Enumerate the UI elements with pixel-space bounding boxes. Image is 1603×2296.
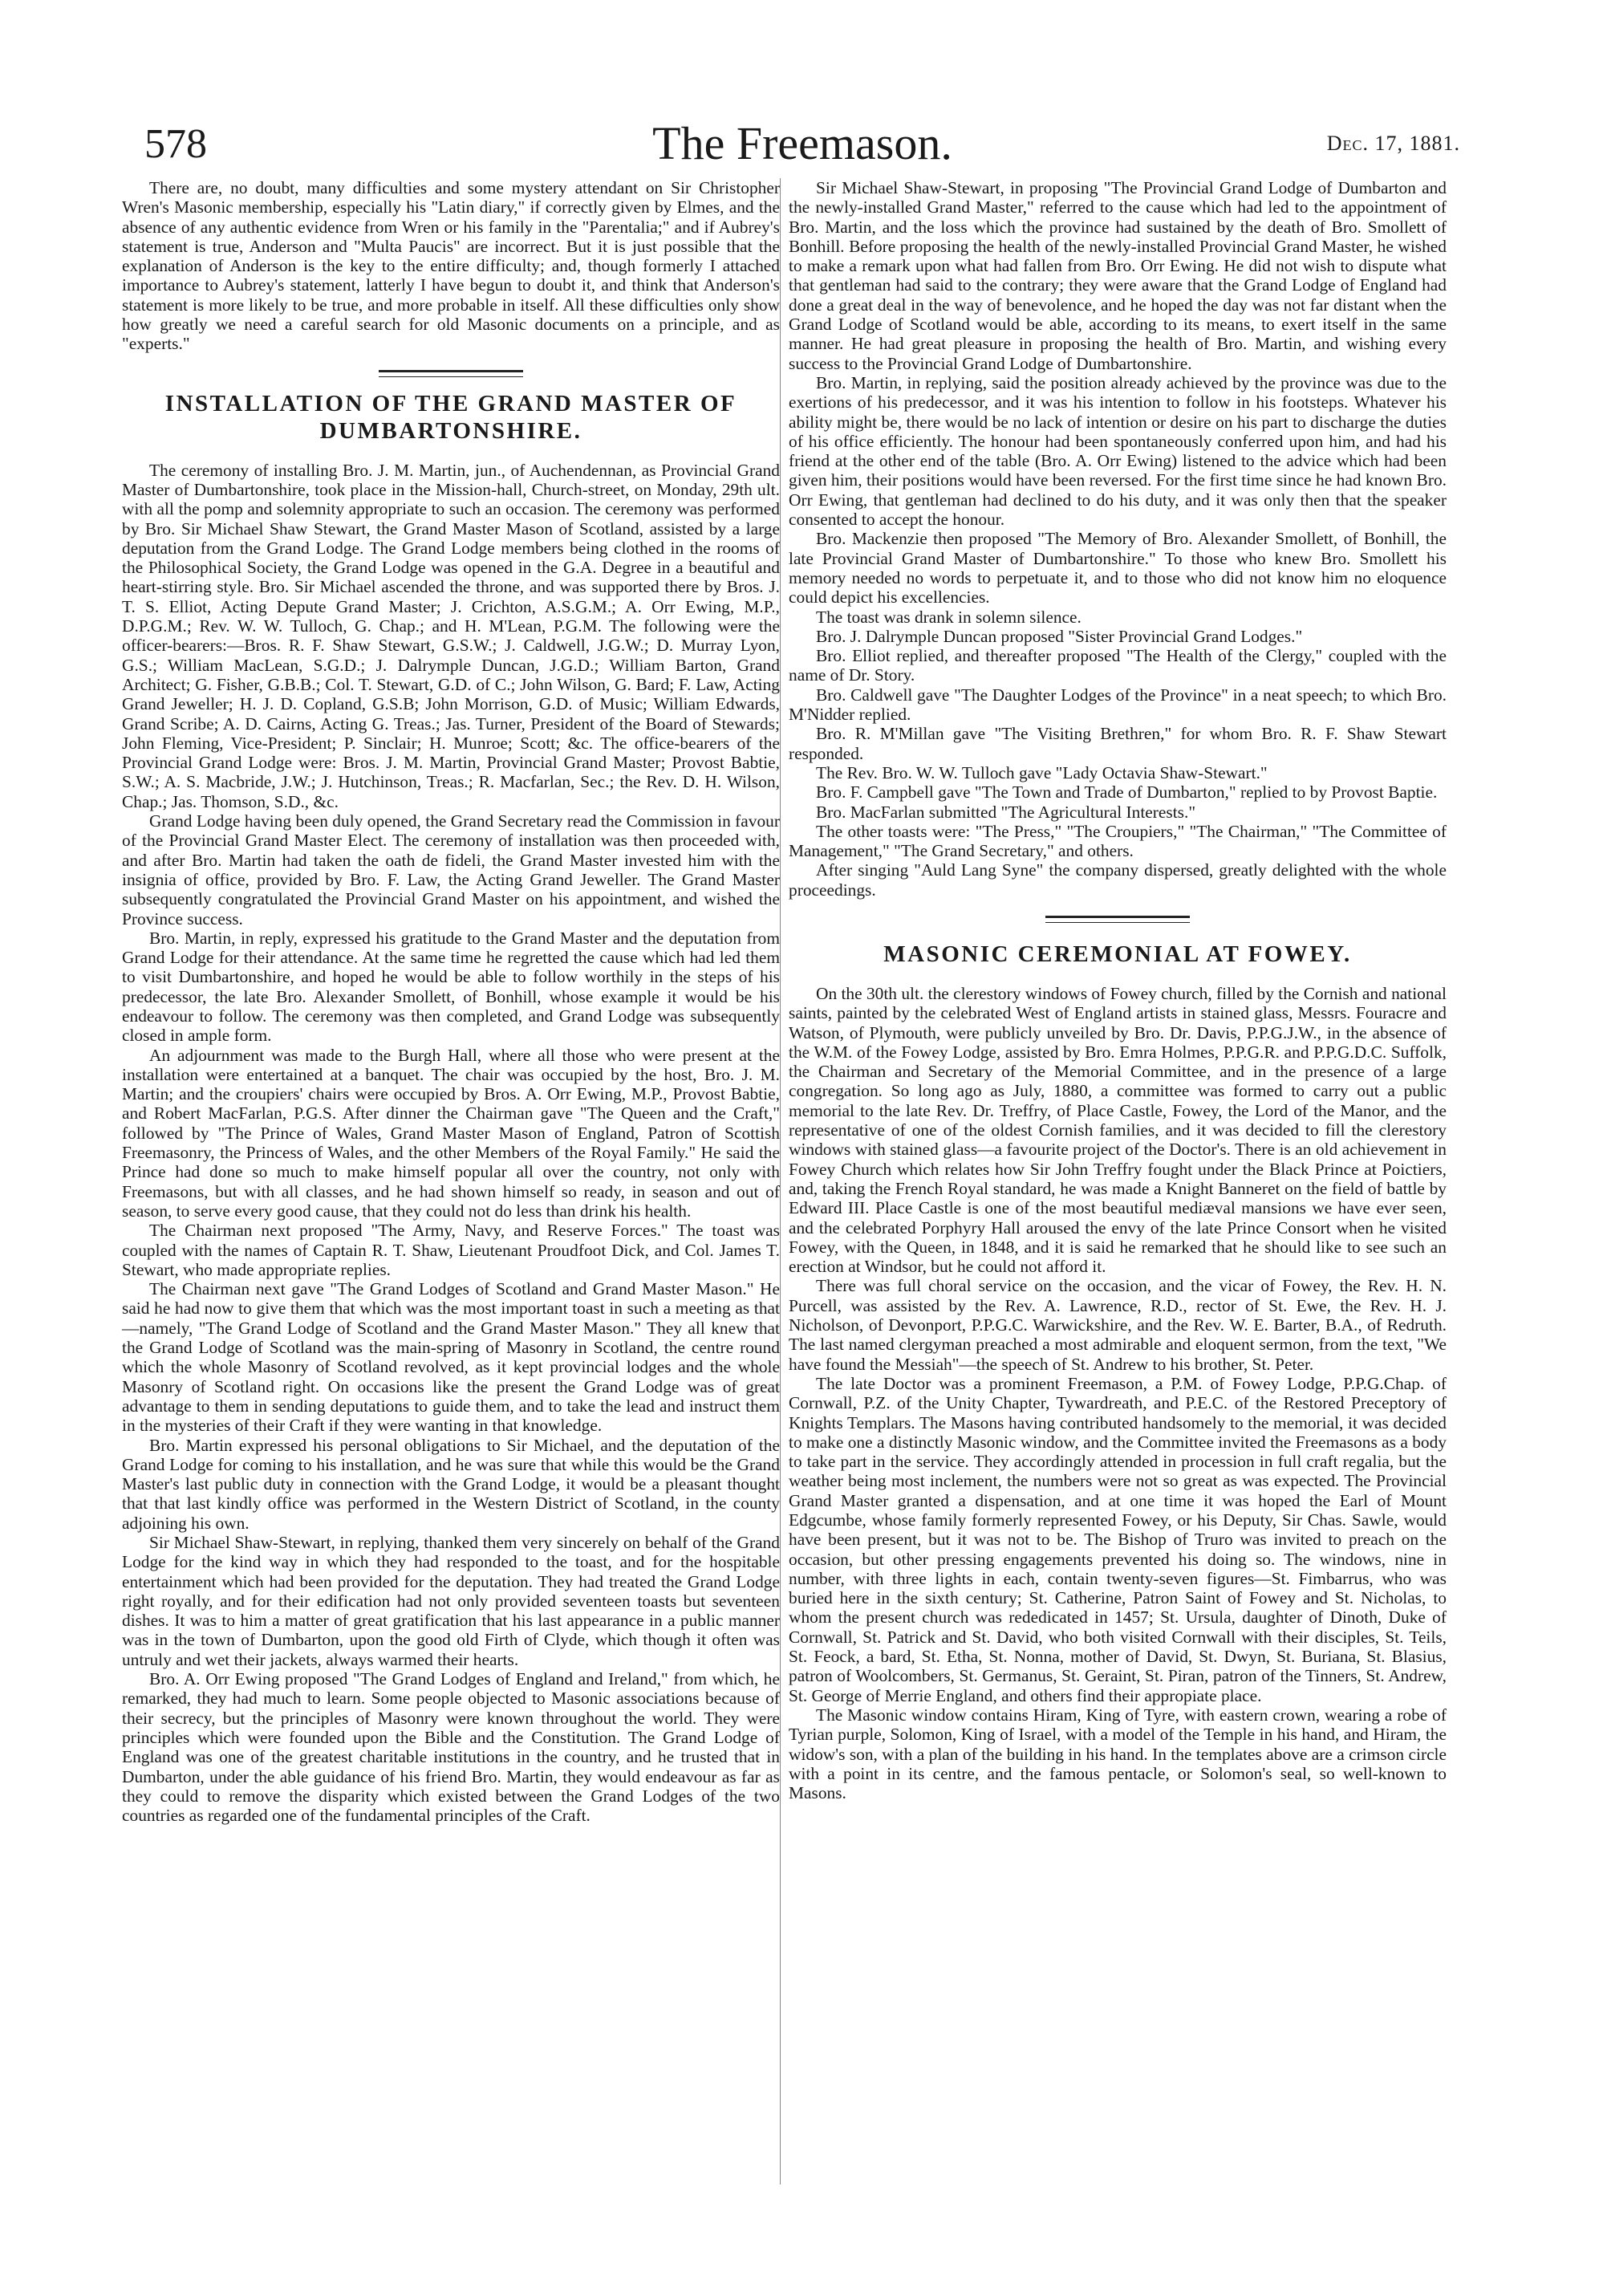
article-paragraph: The ceremony of installing Bro. J. M. Martin, jun., of Auchendennan, as Provincial Grand Master of Dumbartonshire, took place in the Mission-hall, Church-street, on Monday, 29th ult. with all the pomp and solemnity appropriate to such an occasion. The ceremony was performed by Bro. Sir Michael Shaw Stewart, the Grand Master Mason of Scotland, assisted by a large deputation from the Grand Lodge. The Grand Lodge members being clothed in the rooms of the Philosophical Society, the Grand Lodge was opened in the G.A. Degree in a beautiful and heart-stirring style. Bro. Sir Michael ascended the throne, and was supported there by Bros. J. T. S. Elliot, Acting Depute Grand Master; J. Crichton, A.S.G.M.; A. Orr Ewing, M.P., D.P.G.M.; Rev. W. W. Tulloch, G. Chap.; and H. M'Lean, P.G.M. The following were the officer-bearers:—Bros. R. F. Shaw Stewart, G.S.W.; J. Caldwell, J.G.W.; D. Murray Lyon, G.S.; William MacLean, S.G.D.; J. Dalrymple Duncan, J.G.D.; William Barton, Grand Architect; G. Fisher, G.B.B.; Col. T. Stewart, G.D. of C.; John Wilson, G. Bard; F. Law, Acting Grand Jeweller; H. J. D. Copland, G.S.B; John Morrison, G.D. of Music; William Edwards, Grand Scribe; A. D. Cairns, Acting G. Treas.; Jas. Turner, President of the Board of Stewards; John Fleming, Vice-President; P. Sinclair; H. Munroe; Scott; &c. The office-bearers of the Provincial Grand Lodge were: Bros. J. M. Martin, Provincial Grand Master; Provost Babtie, S.W.; A. S. Macbride, J.W.; J. Hutchinson, Treas.; R. Macfarlan, Sec.; the Rev. D. H. Wilson, Chap.; Jas. Thomson, S.D., &c.: [122, 460, 780, 811]
page-header: [144, 117, 1460, 177]
article-heading-fowey: MASONIC CEREMONIAL AT FOWEY.: [883, 941, 1352, 967]
article-paragraph: Grand Lodge having been duly opened, the Grand Secretary read the Commission in favour of the Provincial Grand Master Elect. The ceremony of installation was then proceeded with, and after Bro. Martin had taken the oath de fideli, the Grand Master invested him with the insignia of office, provided by Bro. F. Law, the Acting Grand Jeweller. The Grand Master subsequently congratulated the Provincial Grand Master on his appointment, and wished the Province success.: [122, 811, 780, 929]
intro-paragraph: There are, no doubt, many difficulties and some mystery attendant on Sir Christopher Wren's Masonic membership, especially his "Latin diary," if correctly given by Elmes, and the absence of any authentic evidence from Wren or his family in the "Parentalia;" and if Aubrey's statement is true, Anderson and "Multa Paucis" are incorrect. But it is just possible that the explanation of Anderson is the key to the entire difficulty; and, though formerly I attached importance to Aubrey's statement, latterly I have begun to doubt it, and think that Anderson's statement is more likely to be true, and more probable in itself. All these difficulties only show how greatly we need a careful search for old Masonic documents on a principle, and as "experts.": [122, 178, 780, 354]
article-paragraph: Sir Michael Shaw-Stewart, in proposing "The Provincial Grand Lodge of Dumbarton and the newly-installed Grand Master," referred to the cause which had led to the appointment of Bro. Martin, and the loss which the province had sustained by the death of Bro. Smollett of Bonhill. Before proposing the health of the newly-installed Provincial Grand Master, he wished to make a remark upon what had fallen from Bro. Orr Ewing. He did not wish to dispute what that gentleman had said to the contrary; they were aware that the Grand Lodge of England had done a great deal in the way of benevolence, and he hoped the day was not far distant when the Grand Lodge of Scotland would be able, according to its means, to exert itself in the same manner. He had great pleasure in proposing the health of Bro. Martin, and wishing every success to the Provincial Grand Lodge of Dumbartonshire.: [789, 178, 1447, 373]
article-paragraph: Bro. A. Orr Ewing proposed "The Grand Lodges of England and Ireland," from which, he remarked, they had much to learn. Some people objected to Masonic associations because of their secrecy, but the principles of Masonry were known throughout the world. They were principles which were founded upon the Bible and the Constitution. The Grand Lodge of England was one of the greatest charitable institutions in the country, and he trusted that in Dumbarton, under the able guidance of his friend Bro. Martin, they would endeavour as far as they could to remove the disparity which existed between the Grand Lodges of the two countries as regarded one of the fundamental principles of the Craft.: [122, 1669, 780, 1826]
article-paragraph: Sir Michael Shaw-Stewart, in replying, thanked them very sincerely on behalf of the Grand Lodge for the kind way in which they had responded to the toast, and for the hospitable entertainment which had been provided for the deputation. They had treated the Grand Lodge right royally, and for their edification had not only provided seventeen toasts but seventeen dishes. It was to him a matter of great gratification that his last appearance in a public manner was in the town of Dumbarton, upon the good old Firth of Clyde, which though it often was untruly and wet their jackets, always warmed their hearts.: [122, 1533, 780, 1669]
article-paragraph: The toast was drank in solemn silence.: [816, 607, 1082, 627]
article-paragraph: Bro. Martin, in replying, said the position already achieved by the province was due to the exertions of his predecessor, and it was his intention to follow in his footsteps. Whatever his ability might be, there would be no lack of intention or desire on his part to discharge the duties of his office efficiently. The honour had been spontaneously conferred upon him, and had his friend at the other end of the table (Bro. A. Orr Ewing) listened to the advice which had been given him, their positions would have been reversed. For the first time since he had known Bro. Orr Ewing, that gentleman had declined to do his duty, and it was only then that the speaker consented to accept the honour.: [789, 372, 1447, 530]
section-separator: [379, 370, 523, 377]
article-paragraph: Bro. Martin, in reply, expressed his gratitude to the Grand Master and the deputation from Grand Lodge for their attendance. At the same time he regretted the cause which had led them to visit Dumbartonshire, and hoped he would be able to follow worthily in the steps of his predecessor, the late Bro. Alexander Smollett, of Bonhill, whose example it would be his endeavour to follow. The ceremony was then completed, and Grand Lodge was subsequently closed in ample form.: [122, 928, 780, 1046]
left-column: [122, 178, 780, 1825]
masthead-title: The Freemason.: [652, 117, 952, 169]
page-number: 578: [144, 121, 207, 167]
article-paragraph: Bro. Martin expressed his personal obligations to Sir Michael, and the deputation of the Grand Lodge for coming to his installation, and he was sure that while this would be the Grand Master's last public duty in connection with the Grand Lodge, it would be a pleasant thought that that last kindly office was performed in the Western District of Scotland, in the county adjoining his own.: [122, 1435, 780, 1533]
article-paragraph: Bro. Mackenzie then proposed "The Memory of Bro. Alexander Smollett, of Bonhill, the late Provincial Grand Master of Dumbartonshire." To those who knew Bro. Smollett his memory needed no words to perpetuate it, and to those who did not know him no eloquence could depict his excellencies.: [789, 529, 1447, 608]
article-paragraph: The other toasts were: "The Press," "The Croupiers," "The Chairman," "The Committee of Management," "The Grand Secretary," and others.: [789, 821, 1447, 861]
article-paragraph: There was full choral service on the occasion, and the vicar of Fowey, the Rev. H. N. Purcell, was assisted by the Rev. A. Lawrence, R.D., rector of St. Ewe, the Rev. H. J. Nicholson, of Devonport, P.P.G.C. Warwickshire, and the Rev. W. E. Barter, B.A., of Redruth. The last named clergyman preached a most admirable and eloquent sermon, from the text, "We have found the Messiah"—the speech of St. Andrew to his brother, St. Peter.: [789, 1276, 1447, 1374]
article-paragraph: On the 30th ult. the clerestory windows of Fowey church, filled by the Cornish and national saints, painted by the celebrated West of England artists in stained glass, Messrs. Fouracre and Watson, of Plymouth, were publicly unveiled by Bro. Dr. Davis, P.P.G.J.W., in the absence of the W.M. of the Fowey Lodge, assisted by Bro. Emra Holmes, P.P.G.R. and P.P.G.D.C. Suffolk, the Chairman and Secretary of the Memorial Committee, and in the presence of a large congregation. So long ago as July, 1880, a committee was formed to carry out a public memorial to the late Rev. Dr. Treffry, of Place Castle, Fowey, the Lord of the Manor, and the representative of one of the oldest Cornish families, and it was decided to fill the clerestory windows with stained glass—a favourite project of the Doctor's. There is an old achievement in Fowey Church which relates how Sir John Treffry fought under the Black Prince at Poictiers, and, taking the French Royal standard, he was made a Knight Banneret on the field of battle by Edward III. Place Castle is one of the most beautiful mediæval mansions we have ever seen, and the celebrated Porphyry Hall aroused the envy of the late Prince Consort when he visited Fowey, with the Queen, in 1848, and it is said he remarked that he should like to see such an erection at Windsor, but he could not afford it.: [789, 983, 1447, 1277]
article-paragraph: After singing "Auld Lang Syne" the company dispersed, greatly delighted with the whole proceedings.: [789, 860, 1447, 900]
section-separator: [1045, 916, 1190, 923]
article-paragraph: The Masonic window contains Hiram, King of Tyre, with eastern crown, wearing a robe of Tyrian purple, Solomon, King of Israel, with a model of the Temple in his hand, and Hiram, the widow's son, with a plan of the building in his hand. In the templates above are a crimson circle with a point in its centre, and the famous pentacle, or Solomon's seal, so well-known to Masons.: [789, 1705, 1447, 1803]
article-paragraph: The Rev. Bro. W. W. Tulloch gave "Lady Octavia Shaw-Stewart.": [816, 762, 1268, 782]
article-heading-dumbartonshire: INSTALLATION OF THE GRAND MASTER OF DUMBARTONSHIRE.: [164, 390, 737, 444]
article-paragraph: Bro. Elliot replied, and thereafter proposed "The Health of the Clergy," coupled with the name of Dr. Story.: [789, 646, 1447, 685]
article-paragraph: The Chairman next proposed "The Army, Navy, and Reserve Forces." The toast was coupled with the names of Captain R. T. Shaw, Lieutenant Proudfoot Dick, and Col. James T. Stewart, who made appropriate replies.: [122, 1221, 780, 1279]
article-paragraph: The Chairman next gave "The Grand Lodges of Scotland and Grand Master Mason." He said he had now to give them that which was the most important toast in such a meeting as that—namely, "The Grand Lodge of Scotland and the Grand Master Mason." They all knew that the Grand Lodge of Scotland was the main-spring of Masonry in Scotland, the centre round which the whole Masonry of Scotland revolved, as it kept provincial lodges and the whole Masonry of Scotland right. On occasions like the present the Grand Lodge was of great advantage to them in sending deputations to guide them, and to take the lead and instruct them in the mysteries of their Craft if they were wanting in that knowledge.: [122, 1279, 780, 1436]
article-paragraph: Bro. Caldwell gave "The Daughter Lodges of the Province" in a neat speech; to which Bro. M'Nidder replied.: [789, 685, 1447, 725]
right-column: [789, 178, 1447, 1802]
article-paragraph: The late Doctor was a prominent Freemason, a P.M. of Fowey Lodge, P.P.G.Chap. of Cornwall, P.Z. of the Unity Chapter, Tywardreath, and P.E.C. of the Restored Preceptory of Knights Templars. The Masons having contributed handsomely to the memorial, it was decided to make one a distinctly Masonic window, and the Committee invited the Freemasons as a body to take part in the service. They accordingly attended in procession in full craft regalia, but the weather being most inclement, the numbers were not so great as was expected. The Provincial Grand Master granted a dispensation, and at one time it was hoped the Earl of Mount Edgcumbe, whose family formerly represented Fowey, or his Deputy, Sir Chas. Sawle, would have been present, but it was not to be. The Bishop of Truro was invited to preach on the occasion, but other pressing engagements prevented his doing so. The windows, nine in number, with three lights in each, contain twenty-seven figures—St. Fimbarrus, who was buried here in the sixth century; St. Catherine, Patron Saint of Fowey and St. Nicholas, to whom the present church was rededicated in 1457; St. Ursula, daughter of Dinoth, Duke of Cornwall, St. Patrick and St. David, who both visited Cornwall with their disciples, St. Teils, St. Feock, a bard, St. Etha, St. Nonna, mother of David, St. Dwyn, St. Buriana, St. Blasius, patron of Woolcombers, St. Germanus, St. Geraint, St. Piran, patron of the Tinners, St. Andrew, St. George of Merrie England, and others find their appropiate place.: [789, 1373, 1447, 1705]
article-paragraph: Bro. F. Campbell gave "The Town and Trade of Dumbarton," replied to by Provost Baptie.: [816, 782, 1438, 803]
article-paragraph: Bro. J. Dalrymple Duncan proposed "Sister Provincial Grand Lodges.": [816, 626, 1303, 646]
column-divider: [780, 178, 781, 2184]
article-paragraph: An adjournment was made to the Burgh Hall, where all those who were present at the installation were entertained at a banquet. The chair was occupied by the host, Bro. J. M. Martin; and the croupiers' chairs were occupied by Bros. A. Orr Ewing, M.P., Provost Babtie, and Robert MacFarlan, P.G.S. After dinner the Chairman gave "The Queen and the Craft," followed by "The Prince of Wales, Grand Master Mason of England, Patron of Scottish Freemasonry, the Princess of Wales, and the other Members of the Royal Family." He said the Prince had done so much to make himself popular all over the country, not only with Freemasons, but with all classes, and he had shown himself so ready, in season and out of season, to serve every good cause, that they could not do less than drink his health.: [122, 1045, 780, 1221]
article-paragraph: Bro. MacFarlan submitted "The Agricultural Interests.": [816, 802, 1196, 822]
issue-date: Dec. 17, 1881.: [1326, 132, 1460, 155]
article-paragraph: Bro. R. M'Millan gave "The Visiting Brethren," for whom Bro. R. F. Shaw Stewart responded.: [789, 724, 1447, 763]
